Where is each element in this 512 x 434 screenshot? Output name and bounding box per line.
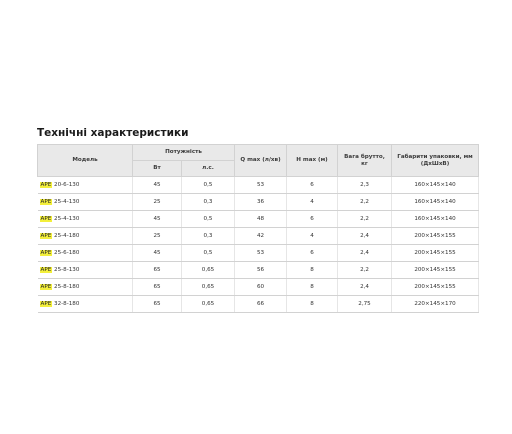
q-max-cell: 53 — [235, 245, 287, 262]
header-weight: Вага брутто, кг — [338, 145, 392, 177]
h-max-cell: 8 — [287, 262, 338, 279]
header-row-1 — [38, 145, 479, 161]
power-hp-cell: 0,65 — [182, 296, 235, 313]
model-cell — [38, 279, 133, 296]
table-row — [38, 228, 479, 245]
h-max-cell: 4 — [287, 194, 338, 211]
table-row — [38, 245, 479, 262]
model-prefix-highlight: APE — [40, 301, 52, 307]
model-suffix: 25-4-130 — [52, 216, 80, 222]
document — [37, 127, 478, 313]
power-w-cell: 25 — [133, 194, 182, 211]
dimensions-cell: 220×145×170 — [392, 296, 479, 313]
header-model: Модель — [38, 145, 133, 177]
power-hp-cell: 0,5 — [182, 245, 235, 262]
q-max-cell: 42 — [235, 228, 287, 245]
h-max-cell: 8 — [287, 279, 338, 296]
h-max-cell: 6 — [287, 211, 338, 228]
model-suffix: 25-4-180 — [52, 233, 80, 239]
table-row — [38, 296, 479, 313]
model-cell — [38, 228, 133, 245]
header-dimensions: Габарити упаковки, мм (ДхШхВ) — [392, 145, 479, 177]
header-h-max: H max (м) — [287, 145, 338, 177]
weight-cell: 2,4 — [338, 228, 392, 245]
power-hp-cell: 0,65 — [182, 279, 235, 296]
model-prefix-highlight: APE — [40, 199, 52, 205]
power-w-cell: 25 — [133, 228, 182, 245]
q-max-cell: 66 — [235, 296, 287, 313]
power-hp-cell: 0,65 — [182, 262, 235, 279]
weight-cell: 2,75 — [338, 296, 392, 313]
model-cell — [38, 262, 133, 279]
power-w-cell: 45 — [133, 211, 182, 228]
dimensions-cell: 200×145×155 — [392, 262, 479, 279]
h-max-cell: 8 — [287, 296, 338, 313]
model-cell — [38, 194, 133, 211]
weight-cell: 2,4 — [338, 245, 392, 262]
header-q-max: Q max (л/хв) — [235, 145, 287, 177]
power-hp-cell: 0,3 — [182, 228, 235, 245]
model-cell — [38, 211, 133, 228]
q-max-cell: 36 — [235, 194, 287, 211]
dimensions-cell: 200×145×155 — [392, 245, 479, 262]
header-power-hp: л.с. — [182, 161, 235, 177]
q-max-cell: 48 — [235, 211, 287, 228]
model-prefix-highlight: APE — [40, 250, 52, 256]
model-suffix: 32-8-180 — [52, 301, 80, 307]
h-max-cell: 4 — [287, 228, 338, 245]
weight-cell: 2,4 — [338, 279, 392, 296]
power-w-cell: 65 — [133, 279, 182, 296]
dimensions-cell: 160×145×140 — [392, 194, 479, 211]
model-prefix-highlight: APE — [40, 284, 52, 290]
dimensions-cell: 160×145×140 — [392, 177, 479, 194]
power-w-cell: 65 — [133, 296, 182, 313]
q-max-cell: 53 — [235, 177, 287, 194]
model-suffix: 25-4-130 — [52, 199, 80, 205]
model-suffix: 25-6-180 — [52, 250, 80, 256]
power-w-cell: 65 — [133, 262, 182, 279]
model-cell — [38, 177, 133, 194]
table-row — [38, 194, 479, 211]
header-power: Потужність — [133, 145, 235, 161]
model-suffix: 20-6-130 — [52, 182, 80, 188]
power-hp-cell: 0,5 — [182, 177, 235, 194]
power-hp-cell: 0,3 — [182, 194, 235, 211]
power-w-cell: 45 — [133, 177, 182, 194]
specifications-table — [37, 144, 479, 313]
weight-cell: 2,2 — [338, 211, 392, 228]
power-hp-cell: 0,5 — [182, 211, 235, 228]
model-cell — [38, 245, 133, 262]
model-prefix-highlight: APE — [40, 267, 52, 273]
table-row — [38, 279, 479, 296]
h-max-cell: 6 — [287, 245, 338, 262]
model-cell — [38, 296, 133, 313]
table-row — [38, 262, 479, 279]
model-prefix-highlight: APE — [40, 182, 52, 188]
model-prefix-highlight: APE — [40, 233, 52, 239]
weight-cell: 2,2 — [338, 194, 392, 211]
dimensions-cell: 200×145×155 — [392, 279, 479, 296]
header-power-w: Вт — [133, 161, 182, 177]
weight-cell: 2,3 — [338, 177, 392, 194]
model-suffix: 25-8-130 — [52, 267, 80, 273]
h-max-cell: 6 — [287, 177, 338, 194]
table-row — [38, 211, 479, 228]
model-suffix: 25-8-180 — [52, 284, 80, 290]
dimensions-cell: 160×145×140 — [392, 211, 479, 228]
weight-cell: 2,2 — [338, 262, 392, 279]
dimensions-cell: 200×145×155 — [392, 228, 479, 245]
q-max-cell: 60 — [235, 279, 287, 296]
section-title: Технічні характеристики — [37, 127, 189, 139]
power-w-cell: 45 — [133, 245, 182, 262]
table-body — [38, 177, 479, 313]
q-max-cell: 56 — [235, 262, 287, 279]
table-row — [38, 177, 479, 194]
model-prefix-highlight: APE — [40, 216, 52, 222]
